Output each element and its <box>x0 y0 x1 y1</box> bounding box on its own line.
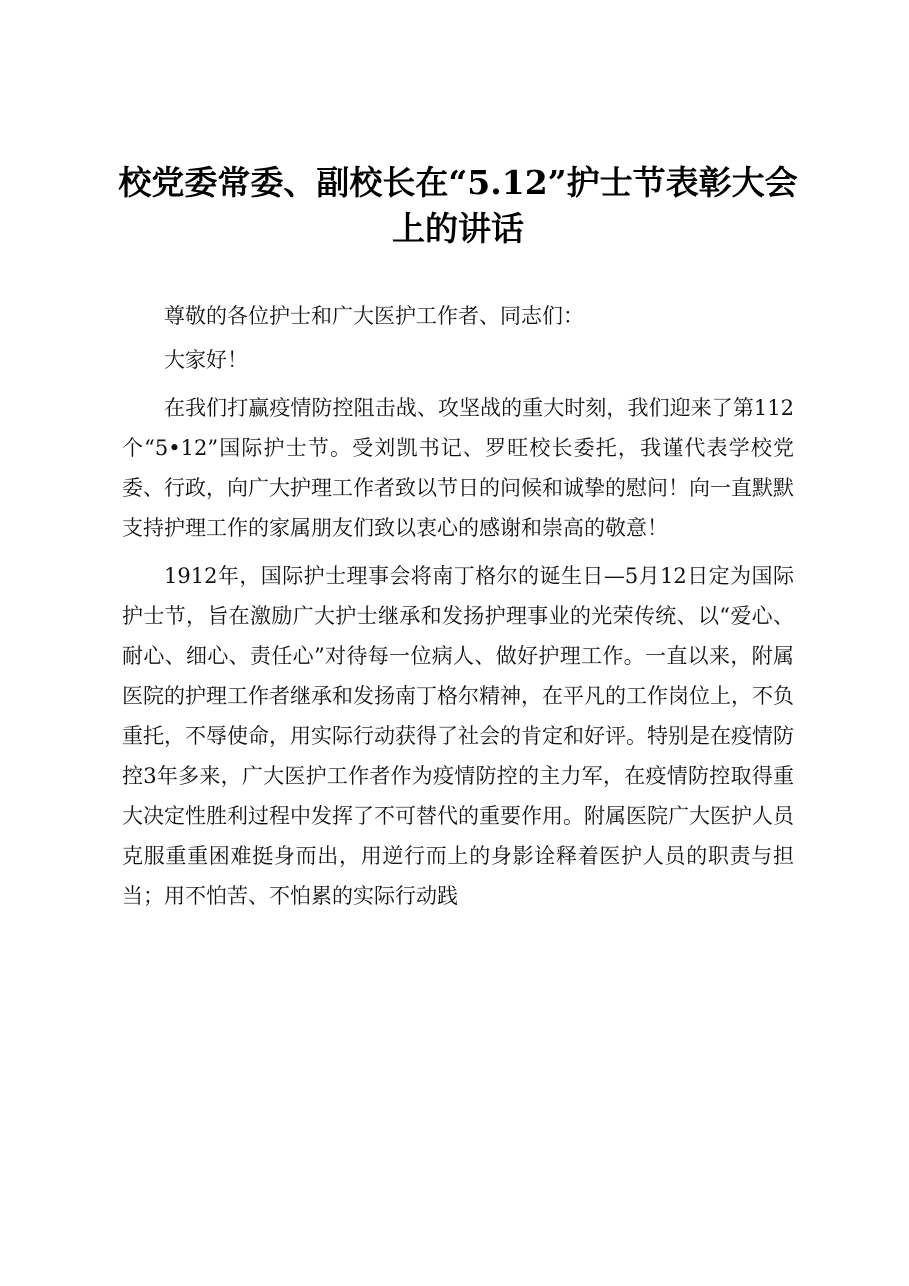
document-body <box>122 296 794 916</box>
greeting-line: 大家好！ <box>164 348 248 372</box>
document-title: 校党委常委、副校长在“5.12”护士节表彰大会上的讲话 <box>118 163 798 248</box>
body-paragraph: 在我们打赢疫情防控阻击战、攻坚战的重大时刻，我们迎来了第112个“5•12”国际护士节。受刘凯书记、罗旺校长委托，我谨代表学校党委、行政，向广大护理工作者致以节日的问候和诚挚的慰问！向一直默默支持护理工作的家属朋友们致以衷心的感谢和崇高的敬意！ <box>122 396 794 540</box>
body-paragraph: 1912年，国际护士理事会将南丁格尔的诞生日—5月12日定为国际护士节，旨在激励广大护士继承和发扬护理事业的光荣传统、以“爱心、耐心、细心、责任心”对待每一位病人、做好护理工作。一直以来，附属医院的护理工作者继承和发扬南丁格尔精神，在平凡的工作岗位上，不负重托，不辱使命，用实际行动获得了社会的肯定和好评。特别是在疫情防控3年多来，广大医护工作者作为疫情防控的主力军，在疫情防控取得重大决定性胜利过程中发挥了不可替代的重要作用。附属医院广大医护人员克服重重困难挺身而出，用逆行而上的身影诠释着医护人员的职责与担当；用不怕苦、不怕累的实际行动践 <box>122 564 794 908</box>
salutation-line: 尊敬的各位护士和广大医护工作者、同志们： <box>164 304 584 328</box>
